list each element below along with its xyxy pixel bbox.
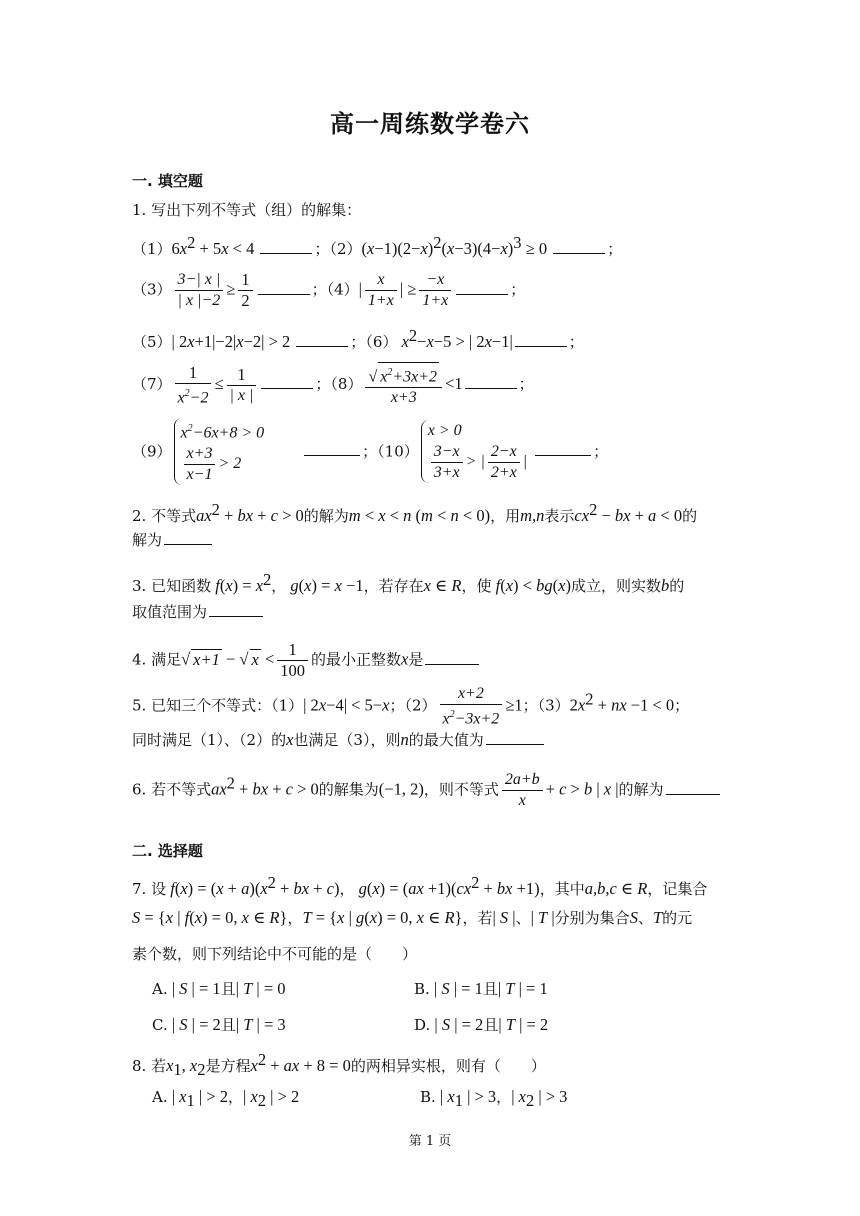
q1-line4: （7） $\frac{1}{x^2-2}$ ≤ $\frac{1}{| x |}$ ；（8） $\frac{√ x^2+3x+2}{x+3}$ <1 ； xyxy=(132,362,534,407)
q2-line2: 解为 xyxy=(132,530,214,550)
q1-line3: （5）| 2x+1|−2|x−2| > 2 ；（6） $x^2-x-5$ > | 2x−1| ； xyxy=(132,326,584,351)
page-title: 高一周练数学卷六 xyxy=(330,110,530,138)
q1-stem: 1. 写出下列不等式（组）的解集： xyxy=(132,201,362,219)
q8-line1: 8. 若$x_1$, $x_2$是方程$x^2$ + ax + 8 = 0的两相异实根，则有（ ） xyxy=(132,1050,546,1079)
q7-option-c[interactable]: C. | S | = 2且| T | = 3 xyxy=(152,1015,286,1034)
q3-line2: 取值范围为 xyxy=(132,602,265,622)
q7-option-d[interactable]: D. | S | = 2且| T | = 2 xyxy=(414,1015,549,1034)
q1-line1: $(1)6x^2 + 5x < 4$ ；$(2)(x-1)(2-x)^2(x-3)(4-x)^3 \ge 0$ ； xyxy=(132,233,623,258)
q1-line2: （3） $\frac{3-| x |}{| x |-2}$ ≥ $\frac{1}{2}$ ；（4）| $\frac{x}{1+x}$ | ≥ $\frac{-x}{1+x}$ ； xyxy=(132,270,526,310)
q7-line3: 素个数，则下列结论中不可能的是（ ） xyxy=(132,945,418,963)
q5-line2: 同时满足（1）、（2）的x也满足（3），则n的最大值为 xyxy=(132,730,546,750)
q4-line: 4. 满足√ x+1 − √ x < $\frac{1}{100}$ 的最小正整数x是 xyxy=(132,640,481,681)
q5-line1: 5. 已知三个不等式：（1）| 2x−4| < 5−x；（2） $\frac{x+2}{x^2-3x+2}$ ≥1；$(3)2x^2$ + nx −1 < 0； xyxy=(132,685,690,728)
section-fill-heading: 一. 填空题 xyxy=(132,172,203,190)
q1-line5: （9） $x^2-6x+8 > 0$ $\frac{x+3}{x-1}$ > 2 ；（10） x > 0 $\frac{3-x}{3+x}$ > | $\frac{2-x}{2+x}$ | ； xyxy=(132,418,608,485)
page-footer: 第 1 页 xyxy=(408,1134,452,1149)
q8-option-a[interactable]: A. | $x_1$ | > 2，| $x_2$ | > 2 xyxy=(152,1087,300,1110)
q3-line1: 3. 已知函数 $f(x) = x^2$， g(x) = x −1，若存在x ∈ R，使 f(x) < bg(x)成立，则实数b的 xyxy=(132,570,685,595)
q8-option-b[interactable]: B. | $x_1$ | > 3，| $x_2$ | > 3 xyxy=(420,1087,568,1110)
q7-option-b[interactable]: B. | S | = 1且| T | = 1 xyxy=(414,979,548,998)
q2-line1: 2. 不等式$ax^2$ + bx + c > 0的解为m < x < n (m < n < 0)，用m,n表示$cx^2$ − bx + a < 0的 xyxy=(132,500,698,525)
section-choice-heading: 二. 选择题 xyxy=(132,842,203,860)
q7-line1: 7. 设 $f(x) = (x + a)(x^2$ + bx + c)， $g(x) = (ax +1)(cx^2$ + bx +1)，其中a,b,c ∈ R，记集合 xyxy=(132,873,708,898)
q6-line: 6. 若不等式$ax^2$ + bx + c > 0的解集为(−1, 2)，则不等式 $\frac{2a+b}{x}$ + c > b | x |的解为 xyxy=(132,770,722,811)
q7-option-a[interactable]: A. | S | = 1且| T | = 0 xyxy=(152,979,286,998)
q7-line2: S = {x | f(x) = 0, x ∈ R}，T = {x | g(x) = 0, x ∈ R}，若| S |、| T |分别为集合S、T的元 xyxy=(132,908,693,927)
